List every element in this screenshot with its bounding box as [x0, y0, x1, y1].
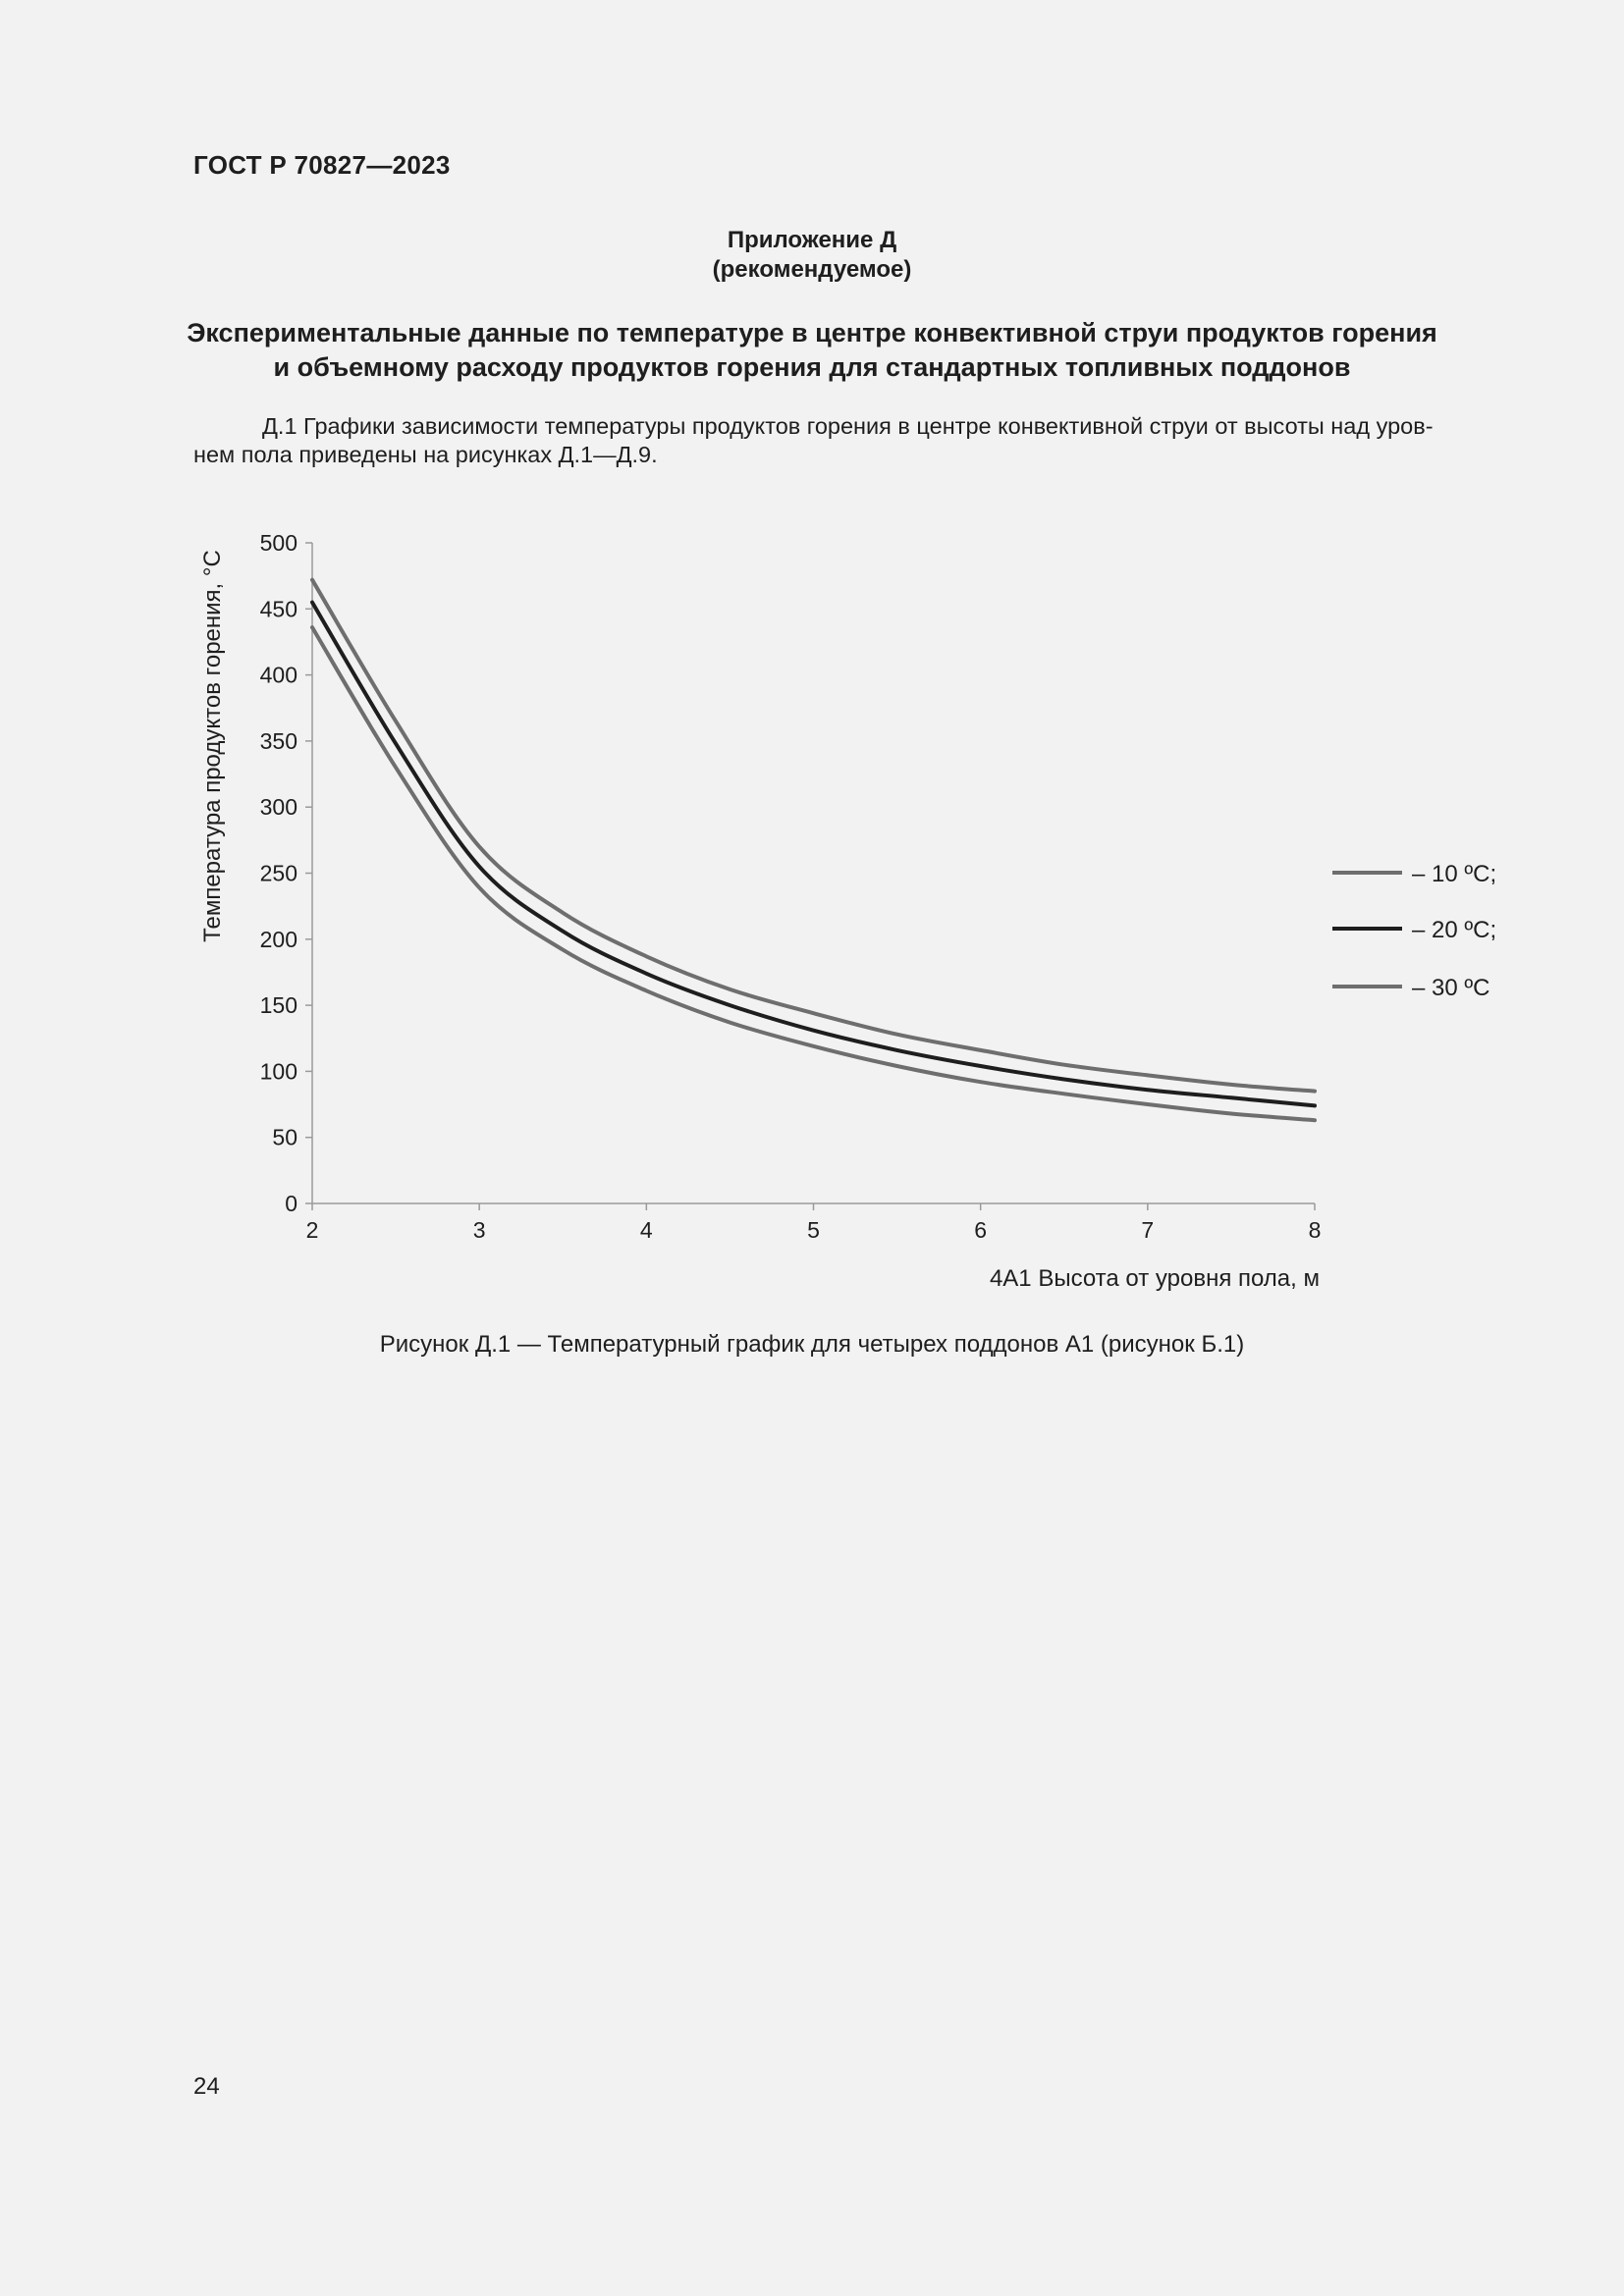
y-tick-label: 200	[259, 926, 298, 952]
y-tick-label: 100	[259, 1058, 298, 1085]
y-tick-label: 300	[259, 794, 298, 821]
appendix-status: (рекомендуемое)	[712, 256, 912, 283]
x-tick-label: 5	[807, 1217, 820, 1243]
legend-label-1: – 10 ºС;	[1412, 861, 1497, 887]
series-line-1	[312, 580, 1315, 1092]
x-tick-label: 6	[974, 1217, 988, 1243]
y-tick-label: 400	[259, 662, 298, 688]
series-line-3	[312, 627, 1315, 1120]
figure-caption: Рисунок Д.1 — Температурный график для четырех поддонов А1 (рисунок Б.1)	[379, 1331, 1245, 1358]
section-heading-line2: и объемному расходу продуктов горения для стандартных топливных поддонов	[273, 352, 1351, 382]
intro-line2: нем пола приведены на рисунках Д.1—Д.9.	[193, 442, 658, 467]
y-tick-label: 500	[259, 530, 298, 556]
legend-label-3: – 30 ºС	[1412, 975, 1490, 1001]
y-axis-label: Температура продуктов горения, °С	[199, 550, 226, 942]
section-heading-line1: Экспериментальные данные по температуре в центре конвективной струи продуктов горения	[187, 318, 1437, 347]
document-header: ГОСТ Р 70827—2023	[193, 150, 451, 180]
y-tick-label: 250	[259, 860, 298, 886]
series-line-2	[312, 603, 1315, 1106]
y-tick-label: 450	[259, 596, 298, 622]
x-tick-label: 4	[639, 1217, 653, 1243]
legend-label-2: – 20 ºС;	[1412, 917, 1497, 943]
x-tick-label: 8	[1308, 1217, 1322, 1243]
x-tick-label: 7	[1141, 1217, 1155, 1243]
y-tick-label: 50	[272, 1124, 298, 1150]
appendix-label: Приложение Д	[727, 227, 897, 253]
x-tick-label: 3	[472, 1217, 486, 1243]
x-tick-label: 2	[305, 1217, 319, 1243]
y-tick-label: 150	[259, 992, 298, 1019]
page-number: 24	[193, 2073, 220, 2100]
x-axis-label: 4А1 Высота от уровня пола, м	[989, 1265, 1320, 1292]
intro-line1: Д.1 Графики зависимости температуры продуктов горения в центре конвективной струи от высоты над уров-	[262, 413, 1434, 439]
y-tick-label: 0	[285, 1191, 298, 1216]
y-tick-label: 350	[259, 727, 298, 754]
